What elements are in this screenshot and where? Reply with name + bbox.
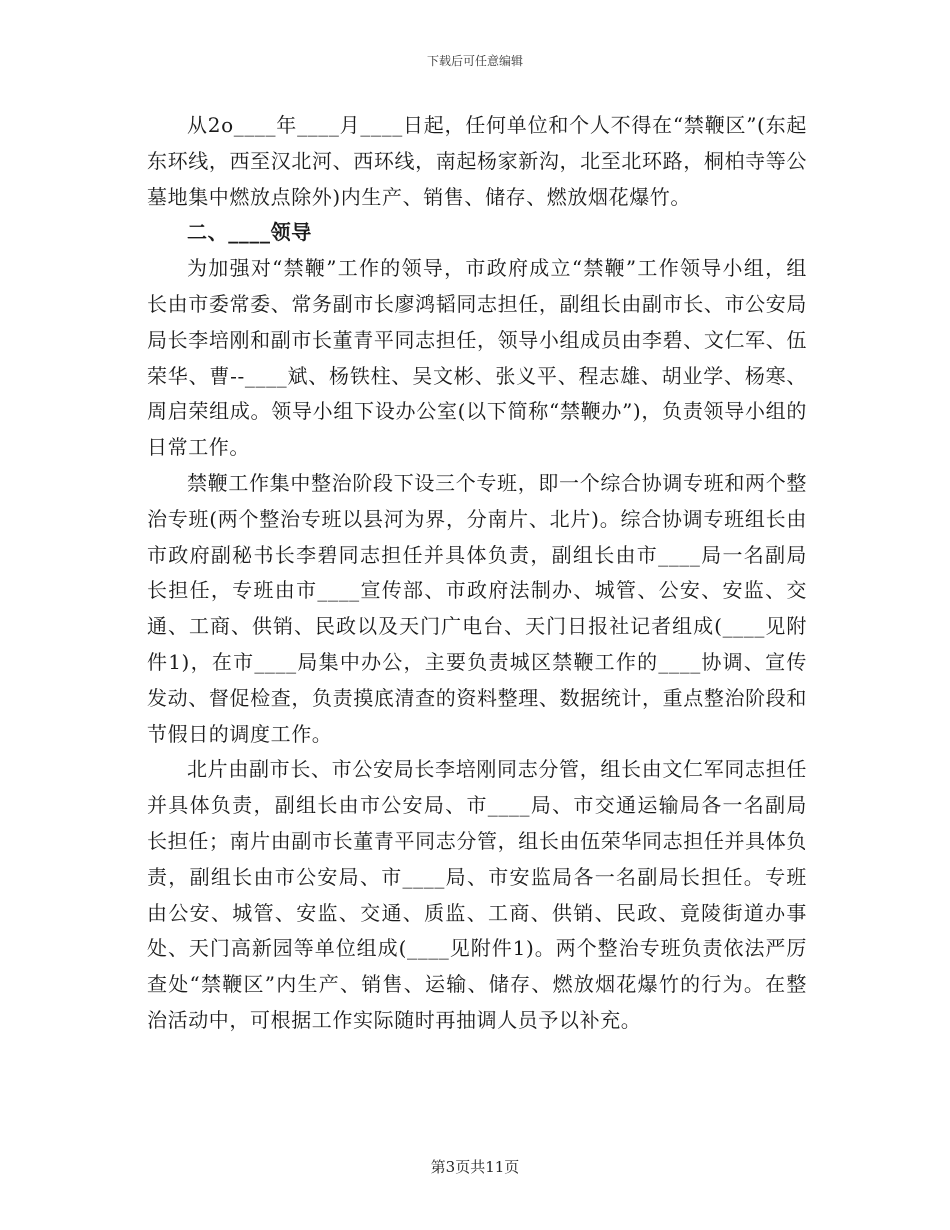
page-header: 下载后可任意编辑 [426,54,523,68]
page-footer: 第3页共11页 [430,1158,520,1176]
paragraph-task-teams: 禁鞭工作集中整治阶段下设三个专班，即一个综合协调专班和两个整治专班(两个整治专班以县河为界，分南片、北片)。综合协调专班组长由市政府副秘书长李碧同志担任并具体负责，副组长由市____局一名副局长担任，专班由市____宣传部、市政府法制办、城管、公安、安监、交通、工商、供销、民政以及天门广电台、天门日报社记者组成(____见附件1)，在市____局集中办公，主要负责城区禁鞭工作的____协调、宣传发动、督促检查，负责摸底清查的资料整理、数据统计，重点整治阶段和节假日的调度工作。 [147,470,807,746]
paragraph-north-south-teams: 北片由副市长、市公安局长李培刚同志分管，组长由文仁军同志担任并具体负责，副组长由市公安局、市____局、市交通运输局各一名副局长担任；南片由副市长董青平同志分管，组长由伍荣华同志担任并具体负责，副组长由市公安局、市____局、市安监局各一名副局长担任。专班由公安、城管、安监、交通、质监、工商、供销、民政、竟陵街道办事处、天门高新园等单位组成(____见附件1)。两个整治专班负责依法严厉查处“禁鞭区”内生产、销售、运输、储存、燃放烟花爆竹的行为。在整治活动中，可根据工作实际随时再抽调人员予以补充。 [147,757,807,1032]
document-body [147,108,807,1039]
paragraph-leadership-group: 为加强对“禁鞭”工作的领导，市政府成立“禁鞭”工作领导小组，组长由市委常委、常务副市长廖鸿韬同志担任，副组长由副市长、市公安局局长李培刚和副市长董青平同志担任，领导小组成员由李碧、文仁军、伍荣华、曹--____斌、杨铁柱、吴文彬、张义平、程志雄、胡业学、杨寒、周启荣组成。领导小组下设办公室(以下简称“禁鞭办”)，负责领导小组的日常工作。 [147,256,807,460]
paragraph-date-rule: 从2o____年____月____日起，任何单位和个人不得在“禁鞭区”(东起东环线，西至汉北河、西环线，南起杨家新沟，北至北环路，桐柏寺等公墓地集中燃放点除外)内生产、销售、储存、燃放烟花爆竹。 [147,113,807,209]
section-heading: 二、____领导 [187,220,312,245]
